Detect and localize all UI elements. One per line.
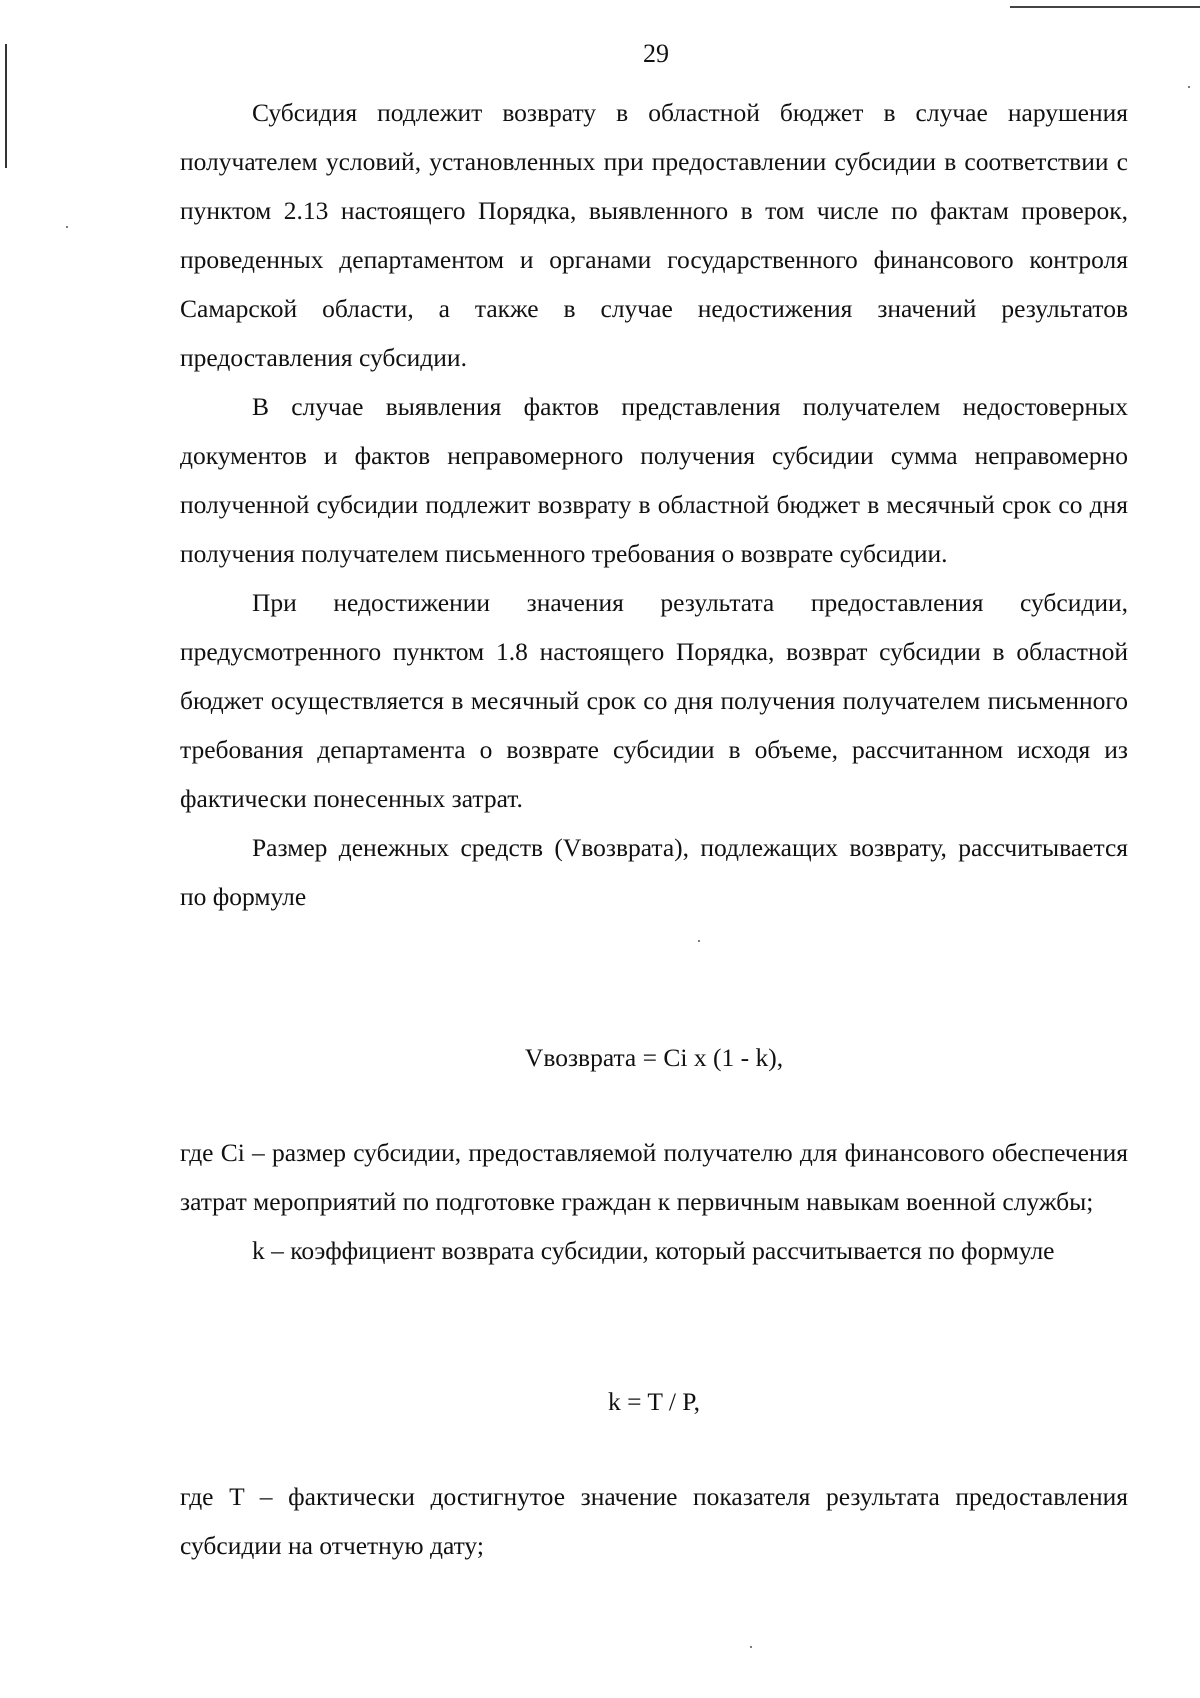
paragraph-t-definition: где T – фактически достигнутое значение показателя результата предоставления субсидии на отчетную дату;: [180, 1482, 1128, 1560]
paragraph-k-definition: k – коэффициент возврата субсидии, который рассчитывается по формуле: [252, 1236, 1055, 1265]
formula-refund-amount: Vвозврата = Ci x (1 - k),: [524, 1043, 784, 1072]
formula-return-coefficient: k = T / P,: [607, 1387, 701, 1416]
scan-speck: [750, 1646, 752, 1648]
paragraph-subsidy-return-violation: Субсидия подлежит возврату в областной бюджет в случае нарушения получателем условий, установленных при предоставлении субсидии в соответствии с пунктом 2.13 настоящего Порядка, выявленного в том числе по фактам проверок, проведенных департаментом и органами государственного финансового контроля Самарской области, а также в случае недостижения значений результатов предоставления субсидии.: [180, 98, 1128, 372]
paragraph-false-documents: В случае выявления фактов представления получателем недостоверных документов и фактов неправомерного получения субсидии сумма неправомерно полученной субсидии подлежит возврату в областной бюджет в месячный срок со дня получения получателем письменного требования о возврате субсидии.: [180, 392, 1128, 568]
document-body-bottom: [180, 1472, 1128, 1570]
scan-speck: [66, 226, 68, 228]
scan-artifact-left-edge: [5, 44, 7, 168]
paragraph-result-not-achieved: При недостижении значения результата предоставления субсидии, предусмотренного пунктом 1.8 настоящего Порядка, возврат субсидии в областной бюджет осуществляется в месячный срок со дня получения получателем письменного требования департамента о возврате субсидии в объеме, рассчитанном исходя из фактически понесенных затрат.: [180, 588, 1128, 813]
scan-speck: [1188, 86, 1190, 88]
scan-speck: [698, 940, 700, 942]
page-number: 29: [643, 39, 669, 68]
paragraph-refund-amount-intro: Размер денежных средств (Vвозврата), подлежащих возврату, рассчитывается по формуле: [180, 833, 1128, 911]
document-body-top: [180, 88, 1128, 921]
document-body-middle: [180, 1128, 1128, 1275]
paragraph-ci-definition: где Ci – размер субсидии, предоставляемой получателю для финансового обеспечения затрат мероприятий по подготовке граждан к первичным навыкам военной службы;: [180, 1138, 1128, 1216]
scan-artifact-top-edge: [1010, 6, 1200, 8]
